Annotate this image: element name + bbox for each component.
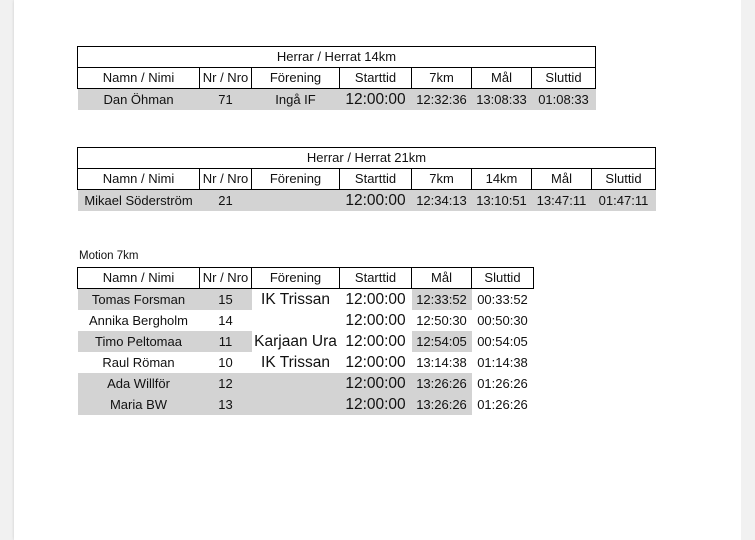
table-row [78,190,656,212]
cell-number: 14 [218,312,233,328]
cell-finish: 12:54:05 [412,331,472,352]
column-header: Förening [252,268,340,289]
cell-club [252,394,340,415]
header-row [78,68,596,89]
table-row [78,352,534,373]
column-header: Mål [412,268,472,289]
cell-result: 01:14:38 [477,354,528,370]
cell-finish: 13:08:33 [472,89,532,111]
cell-start: 12:00:00 [340,89,412,111]
header-row [78,268,534,289]
cell-number: 10 [218,354,233,370]
column-header: 7km [412,68,472,89]
cell-club [252,373,340,394]
cell-number: 12 [200,373,252,394]
cell-start: 12:00:00 [345,290,406,308]
cell-number: 13 [200,394,252,415]
table-row [78,331,534,352]
cell-result: 00:54:05 [477,333,528,349]
cell-split: 12:32:36 [412,89,472,111]
column-header: Starttid [340,68,412,89]
results-table-14km [77,46,596,110]
header-row [78,169,656,190]
cell-name: Annika Bergholm [89,312,188,328]
column-header: Namn / Nimi [78,169,200,190]
column-header: Starttid [340,268,412,289]
cell-club: Karjaan Ura [254,332,337,350]
cell-finish: 13:26:26 [412,394,472,415]
cell-club [252,310,340,331]
cell-start: 12:00:00 [340,190,412,212]
cell-club [252,190,340,212]
cell-start: 12:00:00 [340,394,412,415]
results-table-21km [77,147,656,211]
cell-result: 01:08:33 [532,89,596,111]
cell-finish: 13:14:38 [416,354,467,370]
table-row [78,289,534,311]
table-title: Herrar / Herrat 21km [78,148,656,169]
cell-club: IK Trissan [261,290,330,308]
table-caption: Motion 7km [79,250,139,262]
cell-name: Mikael Söderström [78,190,200,212]
table-title: Herrar / Herrat 14km [78,47,596,68]
table-row [78,89,596,111]
cell-name: Tomas Forsman [78,289,200,311]
cell-split-14km: 13:10:51 [472,190,532,212]
column-header: Starttid [340,169,412,190]
cell-name: Maria BW [78,394,200,415]
cell-club: Ingå IF [252,89,340,111]
cell-result: 01:47:11 [592,190,656,212]
cell-start: 12:00:00 [340,373,412,394]
cell-result: 00:50:30 [477,312,528,328]
cell-number: 11 [200,331,252,352]
cell-result: 01:26:26 [477,396,528,412]
column-header: Sluttid [472,268,534,289]
column-header: Namn / Nimi [78,268,200,289]
cell-start: 12:00:00 [345,332,406,350]
results-table-motion-7km [77,267,534,415]
column-header: Nr / Nro [200,268,252,289]
column-header: Förening [252,68,340,89]
cell-number: 21 [200,190,252,212]
cell-name: Ada Willför [78,373,200,394]
table-row [78,310,534,331]
column-header: Sluttid [532,68,596,89]
cell-split-7km: 12:34:13 [412,190,472,212]
cell-start: 12:00:00 [345,353,406,371]
column-header: 7km [412,169,472,190]
cell-finish: 13:47:11 [532,190,592,212]
cell-name: Raul Röman [102,354,175,370]
scrollbar-gutter [741,0,755,540]
cell-name: Dan Öhman [78,89,200,111]
cell-number: 71 [200,89,252,111]
column-header: Nr / Nro [200,169,252,190]
cell-start: 12:00:00 [345,311,406,329]
column-header: Mål [472,68,532,89]
cell-result: 01:26:26 [477,375,528,391]
cell-finish: 12:33:52 [412,289,472,311]
column-header: Mål [532,169,592,190]
table-row [78,373,534,394]
cell-finish: 13:26:26 [412,373,472,394]
table-row [78,394,534,415]
cell-result: 00:33:52 [477,291,528,307]
cell-finish: 12:50:30 [416,312,467,328]
cell-club: IK Trissan [261,353,330,371]
column-header: Sluttid [592,169,656,190]
column-header: Namn / Nimi [78,68,200,89]
column-header: Förening [252,169,340,190]
column-header: 14km [472,169,532,190]
cell-name: Timo Peltomaa [78,331,200,352]
cell-number: 15 [200,289,252,311]
column-header: Nr / Nro [200,68,252,89]
